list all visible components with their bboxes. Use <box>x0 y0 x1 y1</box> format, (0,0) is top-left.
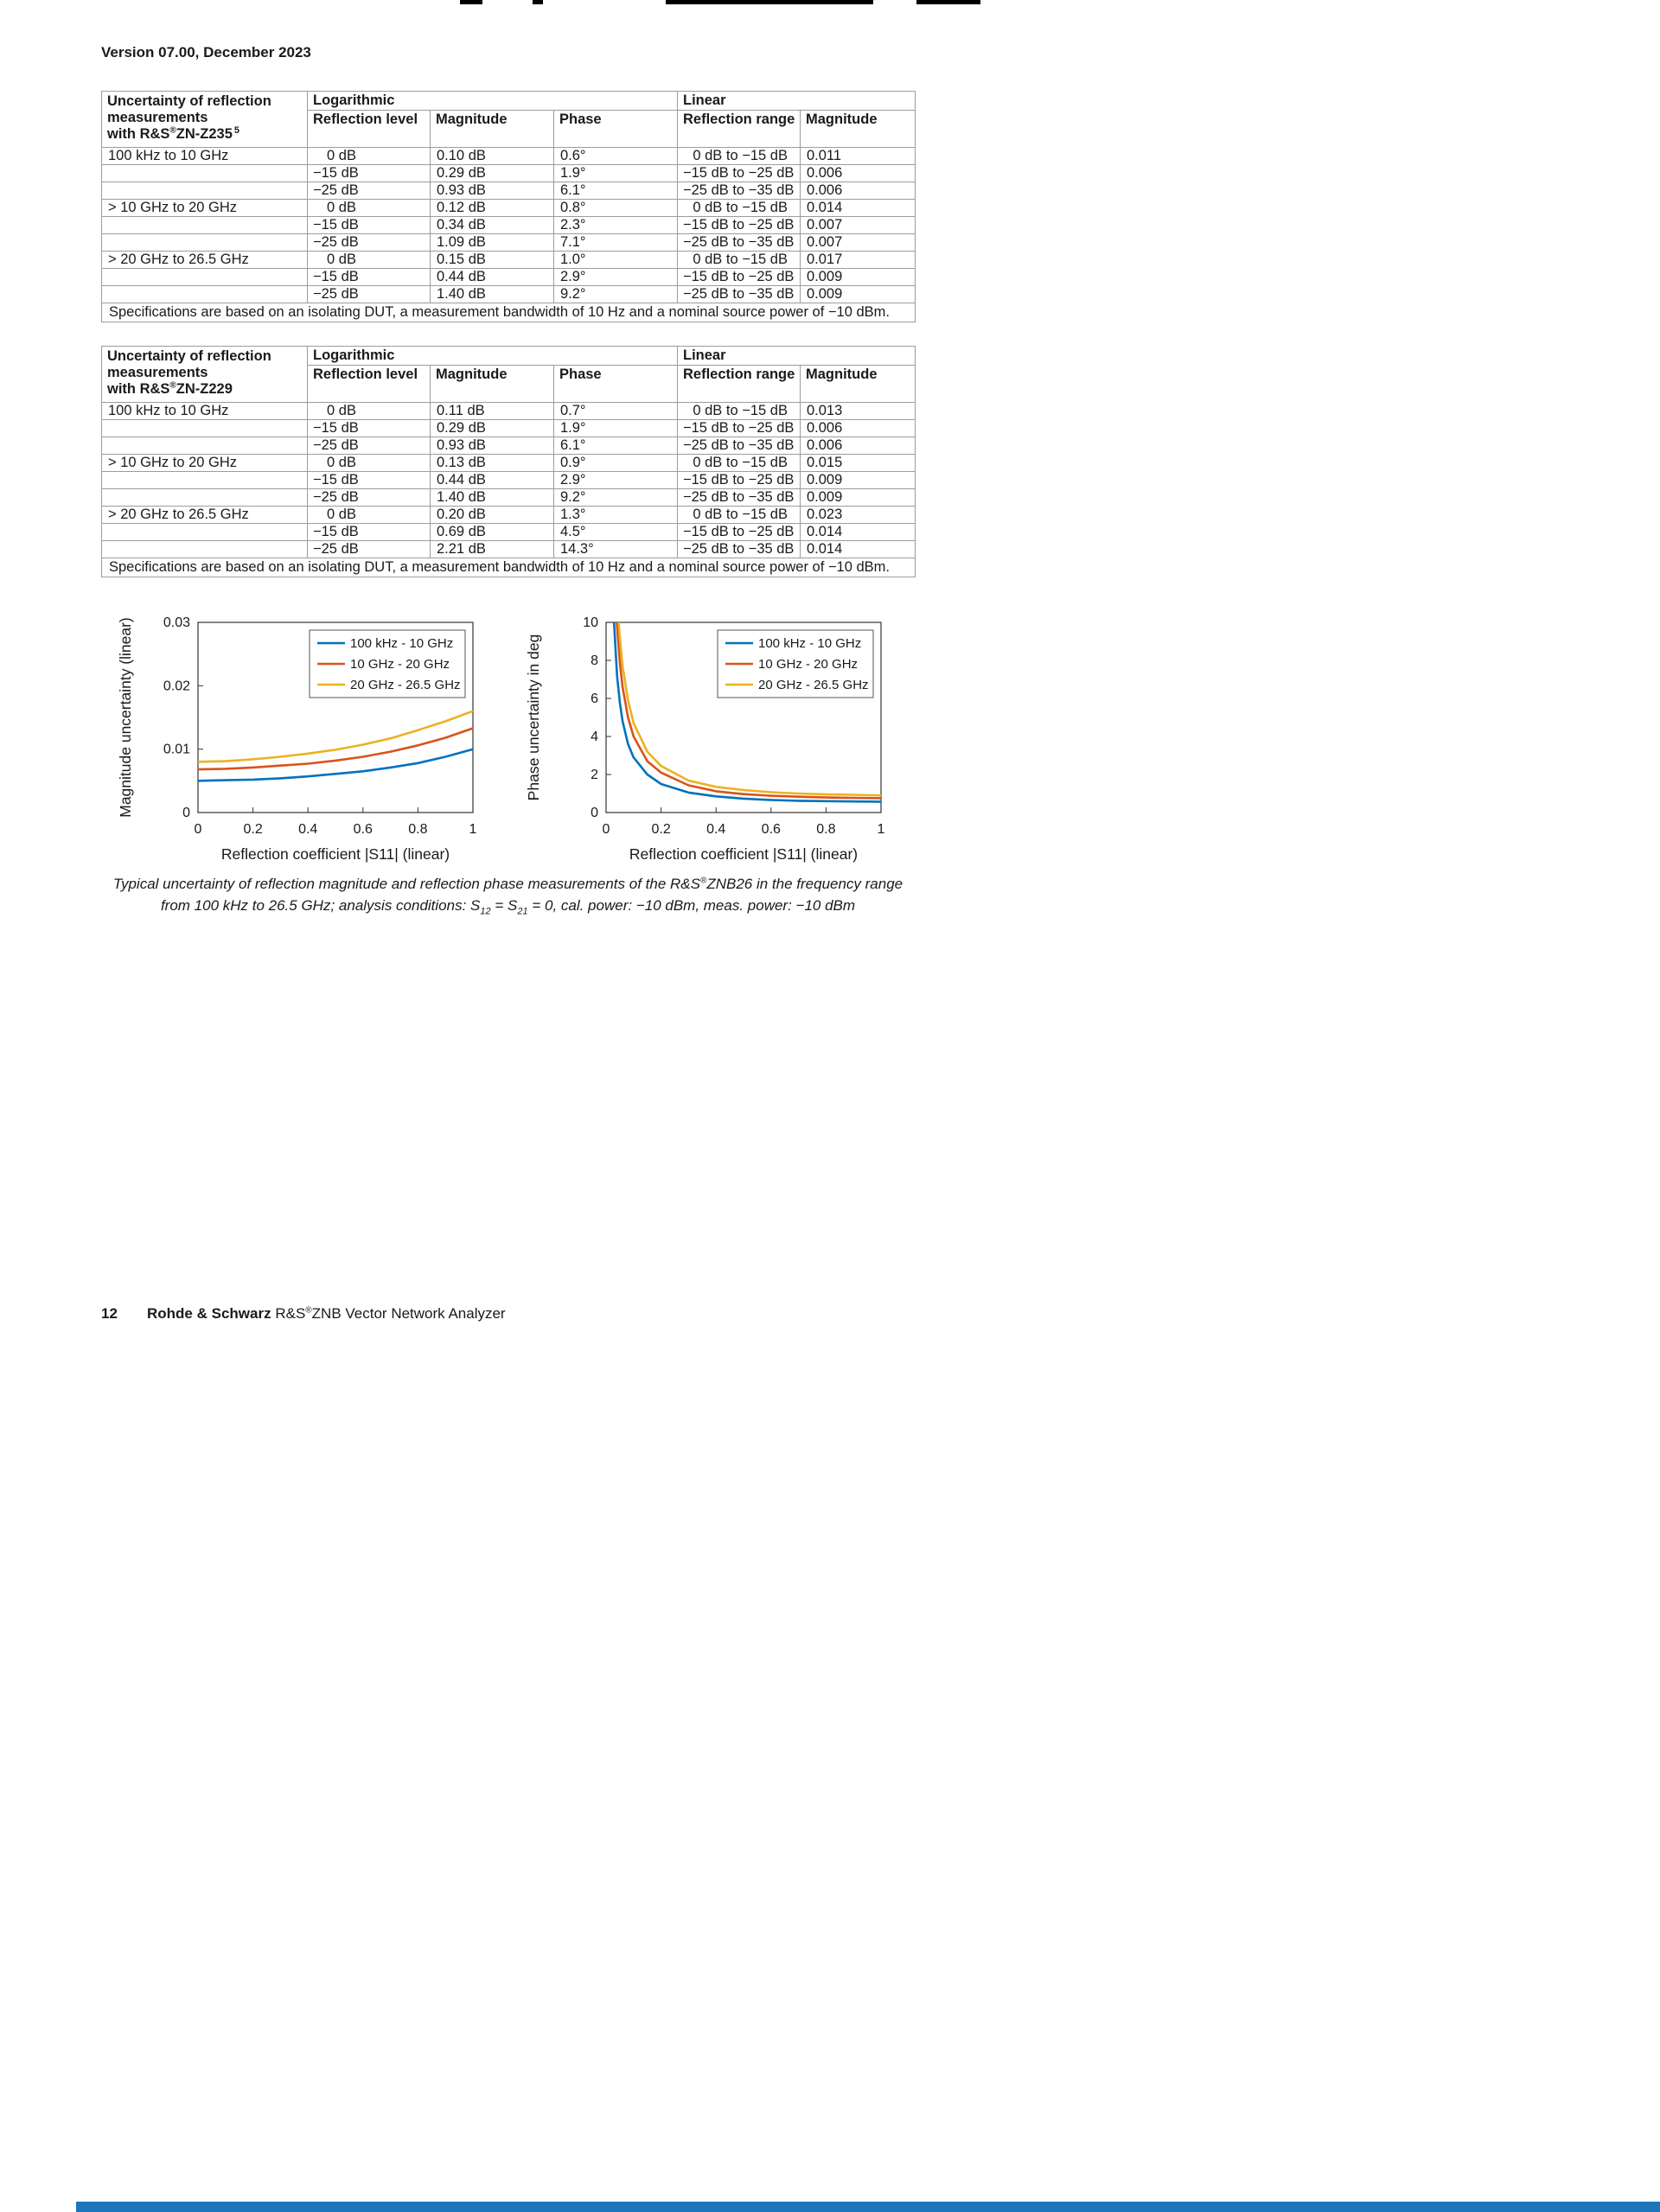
table-note: Specifications are based on an isolating DUT, a measurement bandwidth of 10 Hz and a nominal source power of −10 dBm. <box>102 303 916 322</box>
table-cell: 0 dB to −15 dB <box>678 252 801 269</box>
table-cell: 0.007 <box>801 217 916 234</box>
row-label <box>102 437 308 455</box>
table-cell: 1.40 dB <box>431 489 554 507</box>
table-title <box>102 347 308 403</box>
column-header: Magnitude <box>431 111 554 148</box>
table-cell: 0.009 <box>801 286 916 303</box>
table-cell: 0.11 dB <box>431 403 554 420</box>
table-cell: −25 dB to −35 dB <box>678 234 801 252</box>
table-cell: 0.6° <box>554 148 678 165</box>
table-row <box>102 489 916 507</box>
table-cell: 0 dB <box>308 252 431 269</box>
y-tick-label: 10 <box>582 615 598 630</box>
footer-brand: Rohde & Schwarz <box>147 1305 271 1322</box>
table-cell: 0.44 dB <box>431 472 554 489</box>
table-title-line: Uncertainty of reflection <box>107 348 271 364</box>
caption-line-2 <box>101 895 915 922</box>
table-cell: −15 dB to −25 dB <box>678 472 801 489</box>
scan-artifact <box>666 0 873 4</box>
legend-label: 10 GHz - 20 GHz <box>757 657 858 672</box>
legend-label: 20 GHz - 26.5 GHz <box>757 678 869 692</box>
column-header: Reflection range <box>678 366 801 403</box>
row-label: > 10 GHz to 20 GHz <box>102 200 308 217</box>
y-tick-label: 0.01 <box>163 742 190 757</box>
table-cell: −15 dB <box>308 165 431 182</box>
column-header: Reflection range <box>678 111 801 148</box>
spec-table <box>101 346 916 577</box>
table-cell: 1.40 dB <box>431 286 554 303</box>
row-label: > 20 GHz to 26.5 GHz <box>102 252 308 269</box>
scan-artifact <box>916 0 980 4</box>
y-axis-label: Phase uncertainty in deg <box>524 634 542 801</box>
table-cell: −25 dB to −35 dB <box>678 286 801 303</box>
table-cell: 0.006 <box>801 165 916 182</box>
table-cell: 0.29 dB <box>431 420 554 437</box>
x-tick-label: 0 <box>602 822 610 837</box>
group-header-linear: Linear <box>678 92 916 111</box>
row-label <box>102 489 308 507</box>
table-cell: −25 dB to −35 dB <box>678 437 801 455</box>
table-cell: 0.006 <box>801 437 916 455</box>
table-cell: 0 dB to −15 dB <box>678 403 801 420</box>
table-row <box>102 234 916 252</box>
table-cell: 6.1° <box>554 437 678 455</box>
row-label: 100 kHz to 10 GHz <box>102 403 308 420</box>
table-cell: 0.023 <box>801 507 916 524</box>
column-header: Magnitude <box>801 111 916 148</box>
table-row <box>102 403 916 420</box>
table-cell: 0.014 <box>801 541 916 558</box>
table-title-line: with R&S®ZN-Z229 <box>107 380 233 397</box>
footnote-marker: 5 <box>233 124 240 136</box>
table-cell: 0 dB to −15 dB <box>678 455 801 472</box>
table-cell: 2.3° <box>554 217 678 234</box>
charts-row <box>101 610 915 876</box>
row-label: > 10 GHz to 20 GHz <box>102 455 308 472</box>
table-cell: −25 dB <box>308 541 431 558</box>
column-header: Magnitude <box>801 366 916 403</box>
table-cell: −25 dB to −35 dB <box>678 182 801 200</box>
table-row <box>102 200 916 217</box>
row-label <box>102 286 308 303</box>
table-title <box>102 92 308 148</box>
column-header: Phase <box>554 111 678 148</box>
table-title-line: measurements <box>107 365 208 380</box>
table-cell: −25 dB <box>308 437 431 455</box>
group-header-logarithmic: Logarithmic <box>308 347 678 366</box>
y-tick-label: 2 <box>590 768 598 782</box>
footer-product: R&S®ZNB Vector Network Analyzer <box>275 1305 506 1322</box>
column-header: Magnitude <box>431 366 554 403</box>
table-cell: 0.93 dB <box>431 182 554 200</box>
row-label <box>102 269 308 286</box>
y-tick-label: 0 <box>182 806 190 820</box>
x-tick-label: 0.4 <box>706 822 725 837</box>
table-cell: −15 dB <box>308 217 431 234</box>
table-cell: 0.015 <box>801 455 916 472</box>
table-row <box>102 472 916 489</box>
table-cell: −15 dB to −25 dB <box>678 165 801 182</box>
y-axis-label: Magnitude uncertainty (linear) <box>116 617 134 818</box>
table-cell: 0.9° <box>554 455 678 472</box>
table-title-line: measurements <box>107 110 208 125</box>
table-cell: 0.006 <box>801 182 916 200</box>
table-cell: 9.2° <box>554 489 678 507</box>
table-cell: 0 dB <box>308 148 431 165</box>
table-cell: 0.44 dB <box>431 269 554 286</box>
table-cell: 4.5° <box>554 524 678 541</box>
x-axis-label: Reflection coefficient |S11| (linear) <box>220 845 450 863</box>
row-label <box>102 217 308 234</box>
table-row <box>102 437 916 455</box>
row-label <box>102 182 308 200</box>
table-cell: −15 dB <box>308 420 431 437</box>
table-cell: 0.006 <box>801 420 916 437</box>
table-row <box>102 269 916 286</box>
table-row <box>102 165 916 182</box>
table-cell: 0.009 <box>801 489 916 507</box>
table-note-row <box>102 303 916 322</box>
table-row <box>102 507 916 524</box>
uncertainty-table-zn-z235 <box>101 91 915 322</box>
row-label <box>102 420 308 437</box>
table-cell: 0.10 dB <box>431 148 554 165</box>
table-cell: 0.014 <box>801 200 916 217</box>
table-row <box>102 420 916 437</box>
table-cell: 0.34 dB <box>431 217 554 234</box>
table-cell: 7.1° <box>554 234 678 252</box>
y-tick-label: 6 <box>590 692 598 706</box>
table-cell: 0.20 dB <box>431 507 554 524</box>
table-title-line: Uncertainty of reflection <box>107 93 271 109</box>
x-tick-label: 0.2 <box>650 822 671 837</box>
row-label <box>102 541 308 558</box>
table-cell: 0 dB to −15 dB <box>678 200 801 217</box>
legend-label: 10 GHz - 20 GHz <box>349 657 450 672</box>
table-row <box>102 286 916 303</box>
caption-line-1: Typical uncertainty of reflection magnitude and reflection phase measurements of the R&S®ZNB26 in the frequency range <box>112 876 903 892</box>
table-cell: −15 dB to −25 dB <box>678 217 801 234</box>
caption-text-mid: = S <box>490 897 518 914</box>
table-cell: 0.69 dB <box>431 524 554 541</box>
x-tick-label: 0.6 <box>353 822 373 837</box>
row-label <box>102 524 308 541</box>
table-cell: 0.93 dB <box>431 437 554 455</box>
table-cell: 2.21 dB <box>431 541 554 558</box>
table-cell: 0.014 <box>801 524 916 541</box>
table-cell: −25 dB to −35 dB <box>678 489 801 507</box>
column-header: Reflection level <box>308 366 431 403</box>
row-label: 100 kHz to 10 GHz <box>102 148 308 165</box>
column-header: Phase <box>554 366 678 403</box>
magnitude-uncertainty-chart <box>115 610 494 876</box>
table-row <box>102 217 916 234</box>
table-cell: −15 dB to −25 dB <box>678 420 801 437</box>
x-axis-label: Reflection coefficient |S11| (linear) <box>629 845 858 863</box>
table-row <box>102 524 916 541</box>
row-label <box>102 234 308 252</box>
y-tick-label: 0.03 <box>163 615 190 630</box>
y-tick-label: 0.02 <box>163 679 190 694</box>
table-cell: −15 dB to −25 dB <box>678 269 801 286</box>
table-cell: 0.009 <box>801 269 916 286</box>
table-cell: 0.013 <box>801 403 916 420</box>
table-cell: 0 dB <box>308 455 431 472</box>
table-cell: 1.9° <box>554 420 678 437</box>
legend-label: 100 kHz - 10 GHz <box>349 636 453 651</box>
subscript-s21: 21 <box>517 906 528 917</box>
table-row <box>102 182 916 200</box>
spec-table <box>101 91 916 322</box>
row-label <box>102 165 308 182</box>
table-cell: 0.007 <box>801 234 916 252</box>
table-note: Specifications are based on an isolating DUT, a measurement bandwidth of 10 Hz and a nominal source power of −10 dBm. <box>102 558 916 577</box>
table-cell: −15 dB <box>308 269 431 286</box>
table-cell: 14.3° <box>554 541 678 558</box>
chart-svg <box>523 610 902 871</box>
table-cell: 1.9° <box>554 165 678 182</box>
table-cell: 1.0° <box>554 252 678 269</box>
x-tick-label: 0.6 <box>761 822 781 837</box>
table-cell: −25 dB <box>308 182 431 200</box>
table-cell: 1.3° <box>554 507 678 524</box>
group-header-logarithmic: Logarithmic <box>308 92 678 111</box>
scan-artifact <box>460 0 482 4</box>
column-header: Reflection level <box>308 111 431 148</box>
table-cell: 0 dB to −15 dB <box>678 507 801 524</box>
chart-svg <box>115 610 494 871</box>
y-tick-label: 0 <box>590 806 598 820</box>
scan-artifact <box>533 0 543 4</box>
x-tick-label: 0.8 <box>407 822 428 837</box>
uncertainty-table-zn-z229 <box>101 346 915 577</box>
table-note-row <box>102 558 916 577</box>
table-cell: −25 dB <box>308 286 431 303</box>
table-cell: 1.09 dB <box>431 234 554 252</box>
table-row <box>102 455 916 472</box>
legend-label: 100 kHz - 10 GHz <box>757 636 861 651</box>
table-cell: 0 dB <box>308 200 431 217</box>
y-tick-label: 8 <box>590 653 598 668</box>
group-header-linear: Linear <box>678 347 916 366</box>
page-number: 12 <box>101 1305 118 1322</box>
table-cell: 0 dB <box>308 507 431 524</box>
table-cell: 6.1° <box>554 182 678 200</box>
table-cell: 9.2° <box>554 286 678 303</box>
table-row <box>102 541 916 558</box>
table-cell: 0.011 <box>801 148 916 165</box>
table-cell: 2.9° <box>554 269 678 286</box>
y-tick-label: 4 <box>590 730 598 744</box>
table-cell: −25 dB <box>308 489 431 507</box>
footer-accent-bar <box>76 2202 1660 2212</box>
table-cell: 0 dB to −15 dB <box>678 148 801 165</box>
table-cell: 0.15 dB <box>431 252 554 269</box>
table-title-line: with R&S®ZN-Z235 $^5$ <box>107 124 240 142</box>
figure-caption <box>101 873 915 922</box>
table-cell: 0.7° <box>554 403 678 420</box>
table-cell: −15 dB <box>308 472 431 489</box>
table-cell: 0.12 dB <box>431 200 554 217</box>
table-cell: −25 dB to −35 dB <box>678 541 801 558</box>
table-cell: −25 dB <box>308 234 431 252</box>
x-tick-label: 1 <box>877 822 884 837</box>
page-footer <box>101 1305 506 1323</box>
table-cell: 0.017 <box>801 252 916 269</box>
table-row <box>102 148 916 165</box>
version-line: Version 07.00, December 2023 <box>101 44 311 61</box>
caption-text-pre: from 100 kHz to 26.5 GHz; analysis conditions: S <box>160 897 481 914</box>
subscript-s12: 12 <box>480 906 491 917</box>
x-tick-label: 0.2 <box>242 822 263 837</box>
x-tick-label: 0.8 <box>815 822 836 837</box>
table-cell: −15 dB <box>308 524 431 541</box>
x-tick-label: 0 <box>194 822 201 837</box>
table-cell: 2.9° <box>554 472 678 489</box>
row-label: > 20 GHz to 26.5 GHz <box>102 507 308 524</box>
row-label <box>102 472 308 489</box>
table-cell: 0.13 dB <box>431 455 554 472</box>
phase-uncertainty-chart <box>523 610 902 876</box>
legend-label: 20 GHz - 26.5 GHz <box>349 678 461 692</box>
x-tick-label: 1 <box>469 822 476 837</box>
table-cell: 0.009 <box>801 472 916 489</box>
x-tick-label: 0.4 <box>297 822 317 837</box>
table-cell: 0.8° <box>554 200 678 217</box>
table-cell: 0 dB <box>308 403 431 420</box>
table-cell: −15 dB to −25 dB <box>678 524 801 541</box>
table-cell: 0.29 dB <box>431 165 554 182</box>
table-row <box>102 252 916 269</box>
caption-text-post: = 0, cal. power: −10 dBm, meas. power: −10 dBm <box>527 897 856 914</box>
